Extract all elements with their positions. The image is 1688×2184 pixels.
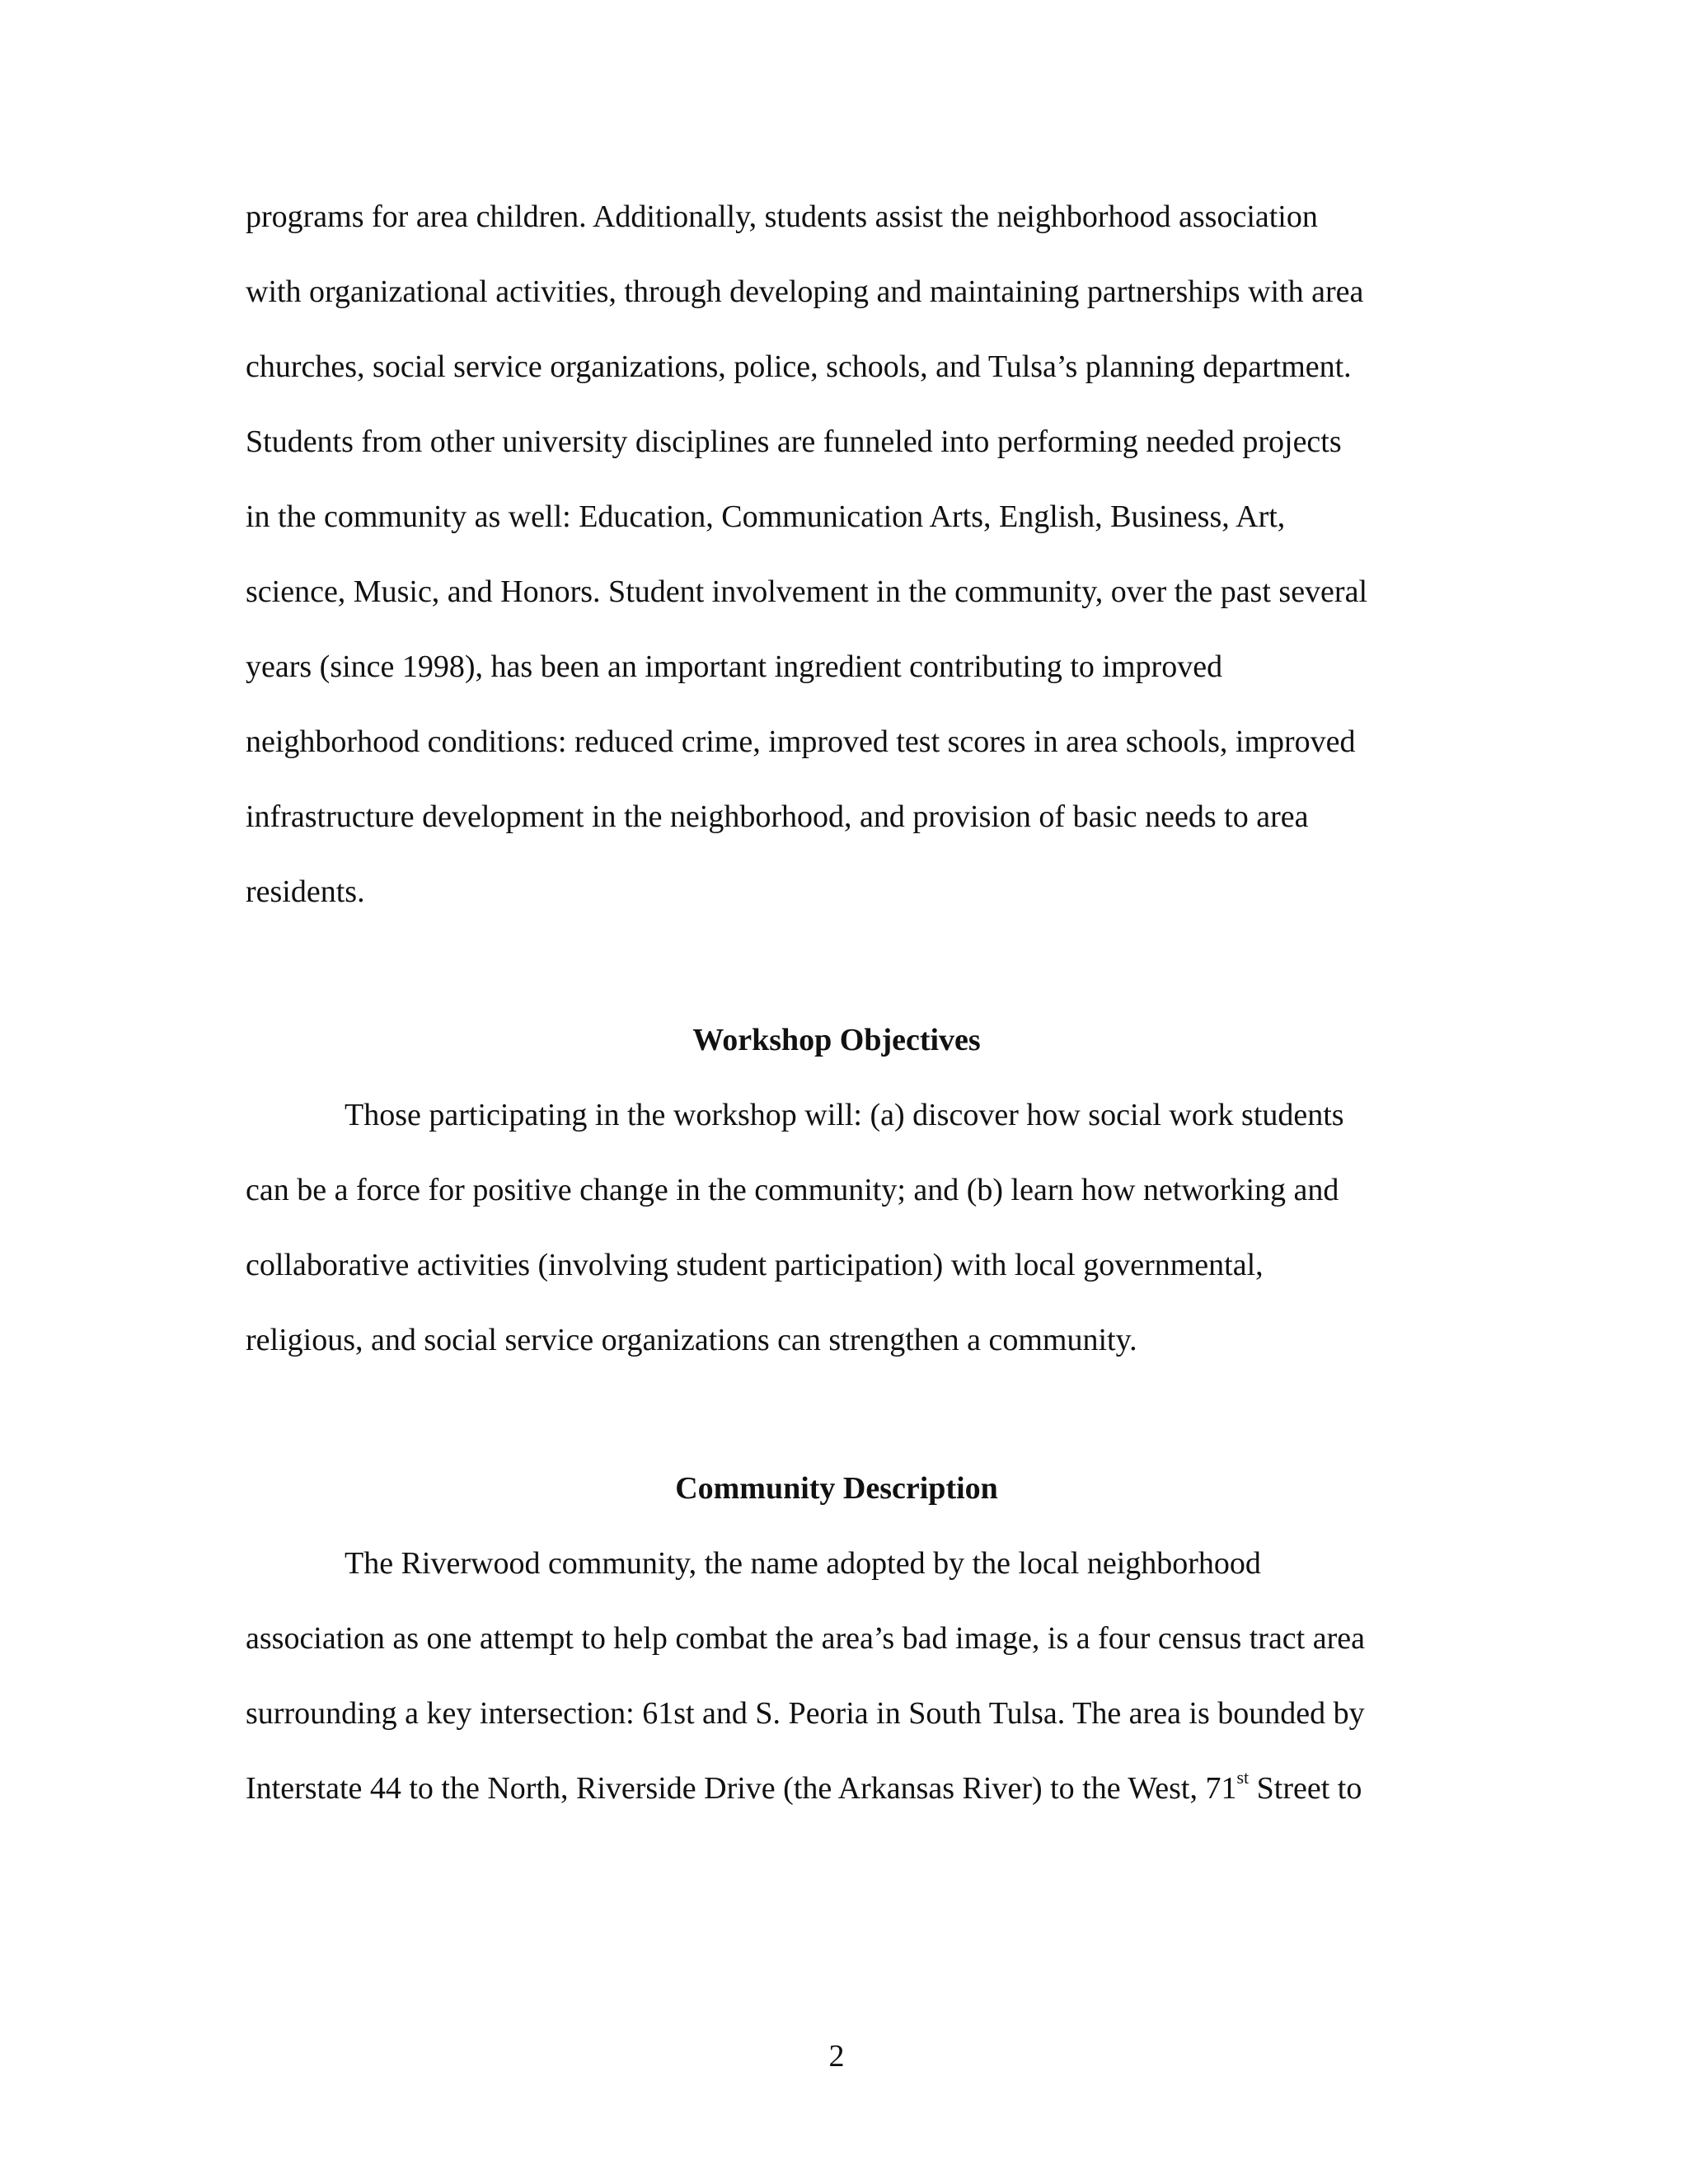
text-segment: Street to — [1249, 1771, 1362, 1806]
text-line: religious, and social service organizations can strengthen a community. — [246, 1323, 1137, 1357]
text-segment: Interstate 44 to the North, Riverside Drive (the Arkansas River) to the West, 71 — [246, 1771, 1237, 1806]
text-line: in the community as well: Education, Communication Arts, English, Business, Art, — [246, 499, 1286, 534]
text-line: years (since 1998), has been an important ingredient contributing to improved — [246, 649, 1223, 684]
text-line: science, Music, and Honors. Student involvement in the community, over the past several — [246, 574, 1368, 609]
text-line: churches, social service organizations, police, schools, and Tulsa’s planning department. — [246, 349, 1352, 384]
ordinal-superscript: st — [1236, 1767, 1250, 1788]
text-line: Those participating in the workshop will: (a) discover how social work students — [345, 1098, 1344, 1132]
text-line: The Riverwood community, the name adopted by the local neighborhood — [345, 1546, 1261, 1581]
text-line: neighborhood conditions: reduced crime, improved test scores in area schools, improved — [246, 724, 1356, 759]
text-line: surrounding a key intersection: 61st and S. Peoria in South Tulsa. The area is bounded by — [246, 1696, 1365, 1731]
text-line: collaborative activities (involving student participation) with local governmental, — [246, 1248, 1264, 1282]
section-heading: Community Description — [675, 1471, 998, 1506]
section-heading: Workshop Objectives — [692, 1023, 981, 1057]
text-line: residents. — [246, 874, 365, 909]
text-line: programs for area children. Additionally, students assist the neighborhood association — [246, 199, 1318, 234]
page-number: 2 — [828, 2039, 845, 2074]
text-line: with organizational activities, through developing and maintaining partnerships with area — [246, 274, 1364, 309]
text-line: can be a force for positive change in the community; and (b) learn how networking and — [246, 1173, 1339, 1207]
text-line — [246, 1769, 1362, 1807]
text-line: association as one attempt to help combat the area’s bad image, is a four census tract area — [246, 1621, 1365, 1656]
text-line: infrastructure development in the neighborhood, and provision of basic needs to area — [246, 799, 1309, 834]
text-line: Students from other university disciplines are funneled into performing needed projects — [246, 424, 1342, 459]
